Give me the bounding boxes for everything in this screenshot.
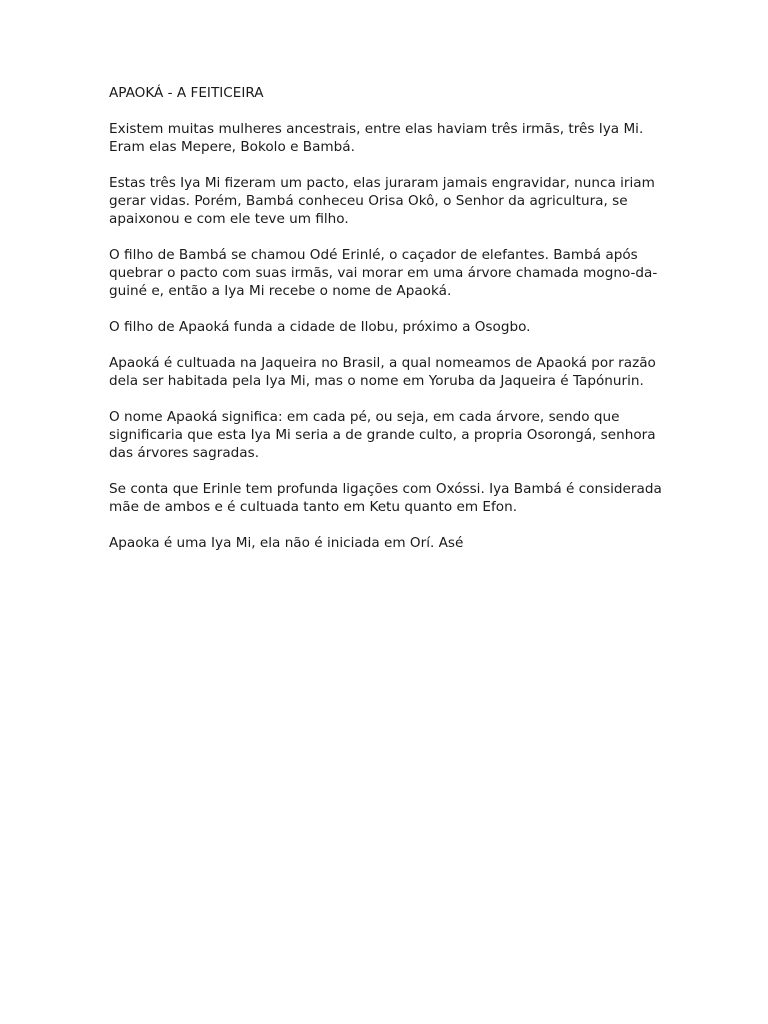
paragraph-7: Se conta que Erinle tem profunda ligações com Oxóssi. Iya Bambá é considerada mãe de ambos e é cultuada tanto em Ketu quanto em Efon. — [109, 481, 662, 515]
paragraph-8: Apaoka é uma Iya Mi, ela não é iniciada em Orí. Asé — [109, 535, 464, 551]
document-title: APAOKÁ - A FEITICEIRA — [109, 85, 264, 101]
paragraph-1: Existem muitas mulheres ancestrais, entre elas haviam três irmãs, três Iya Mi. Eram elas Mepere, Bokolo e Bambá. — [109, 121, 644, 155]
paragraph-6: O nome Apaoká significa: em cada pé, ou seja, em cada árvore, sendo que significaria que esta Iya Mi seria a de grande culto, a propria Osorongá, senhora das árvores sagradas. — [109, 409, 656, 461]
paragraph-3: O filho de Bambá se chamou Odé Erinlé, o caçador de elefantes. Bambá após quebrar o pacto com suas irmãs, vai morar em uma árvore chamada mogno-da-guiné e, então a Iya Mi recebe o nome de Apaoká. — [109, 247, 658, 299]
document-page — [109, 84, 669, 570]
paragraph-2: Estas três Iya Mi fizeram um pacto, elas juraram jamais engravidar, nunca iriam gerar vidas. Porém, Bambá conheceu Orisa Okô, o Senhor da agricultura, se apaixonou e com ele teve um filho. — [109, 175, 655, 227]
paragraph-4: O filho de Apaoká funda a cidade de Ilobu, próximo a Osogbo. — [109, 319, 531, 335]
paragraph-5: Apaoká é cultuada na Jaqueira no Brasil, a qual nomeamos de Apaoká por razão dela ser habitada pela Iya Mi, mas o nome em Yoruba da Jaqueira é Tapónurin. — [109, 355, 656, 389]
